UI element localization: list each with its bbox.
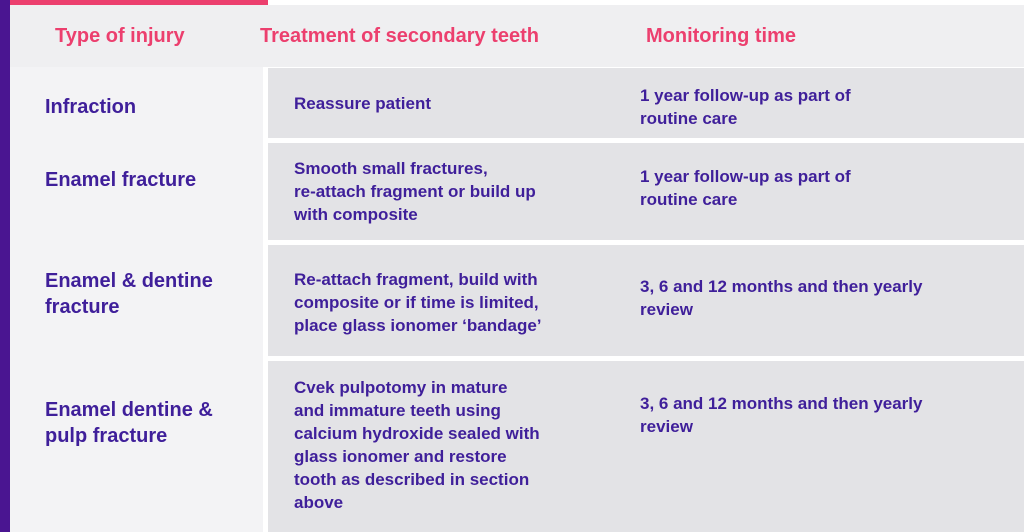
monitoring-cell (640, 392, 1000, 438)
treatment-line: above (294, 493, 344, 512)
treatment-cell (294, 92, 614, 115)
monitoring-line: 3, 6 and 12 months and then yearly (640, 277, 923, 296)
treatment-line: re-attach fragment or build up (294, 182, 536, 201)
treatment-line: with composite (294, 205, 418, 224)
header-treatment: Treatment of secondary teeth (260, 25, 539, 47)
table-header (10, 5, 1024, 67)
injury-type-line: Enamel fracture (45, 169, 197, 191)
injury-type-line: Enamel dentine & (45, 399, 213, 421)
monitoring-line: routine care (640, 190, 738, 209)
injury-type-enamel-dentine-fracture (45, 268, 213, 320)
injury-type-line: Enamel & dentine (45, 270, 213, 292)
treatment-cell (294, 157, 614, 226)
header-monitoring-time: Monitoring time (646, 25, 796, 47)
injury-type-enamel-dentine-pulp-fracture (45, 397, 213, 449)
treatment-line: Smooth small fractures, (294, 159, 488, 178)
treatment-line: and immature teeth using (294, 401, 501, 420)
treatment-cell (294, 376, 614, 514)
treatment-line: Re-attach fragment, build with (294, 270, 538, 289)
treatment-line: composite or if time is limited, (294, 293, 539, 312)
monitoring-cell (640, 275, 1000, 321)
treatment-line: calcium hydroxide sealed with (294, 424, 540, 443)
treatment-line: place glass ionomer ‘bandage’ (294, 316, 542, 335)
monitoring-cell (640, 84, 1000, 130)
injury-type-enamel-fracture (45, 167, 196, 193)
treatment-line: glass ionomer and restore (294, 447, 507, 466)
treatment-line: Cvek pulpotomy in mature (294, 378, 508, 397)
monitoring-cell (640, 165, 1000, 211)
monitoring-line: 1 year follow-up as part of (640, 167, 851, 186)
header-type-of-injury: Type of injury (55, 25, 185, 47)
treatment-line: tooth as described in section (294, 470, 530, 489)
injury-type-line: fracture (45, 296, 120, 318)
injury-type-infraction (45, 94, 136, 120)
treatment-cell (294, 268, 614, 337)
treatment-line: Reassure patient (294, 94, 431, 113)
monitoring-line: routine care (640, 109, 738, 128)
injury-type-line: Infraction (45, 96, 137, 118)
injury-type-line: pulp fracture (45, 425, 168, 447)
left-accent-bar (0, 0, 10, 532)
monitoring-line: review (640, 300, 693, 319)
monitoring-line: 3, 6 and 12 months and then yearly (640, 394, 923, 413)
monitoring-line: review (640, 417, 693, 436)
monitoring-line: 1 year follow-up as part of (640, 86, 851, 105)
